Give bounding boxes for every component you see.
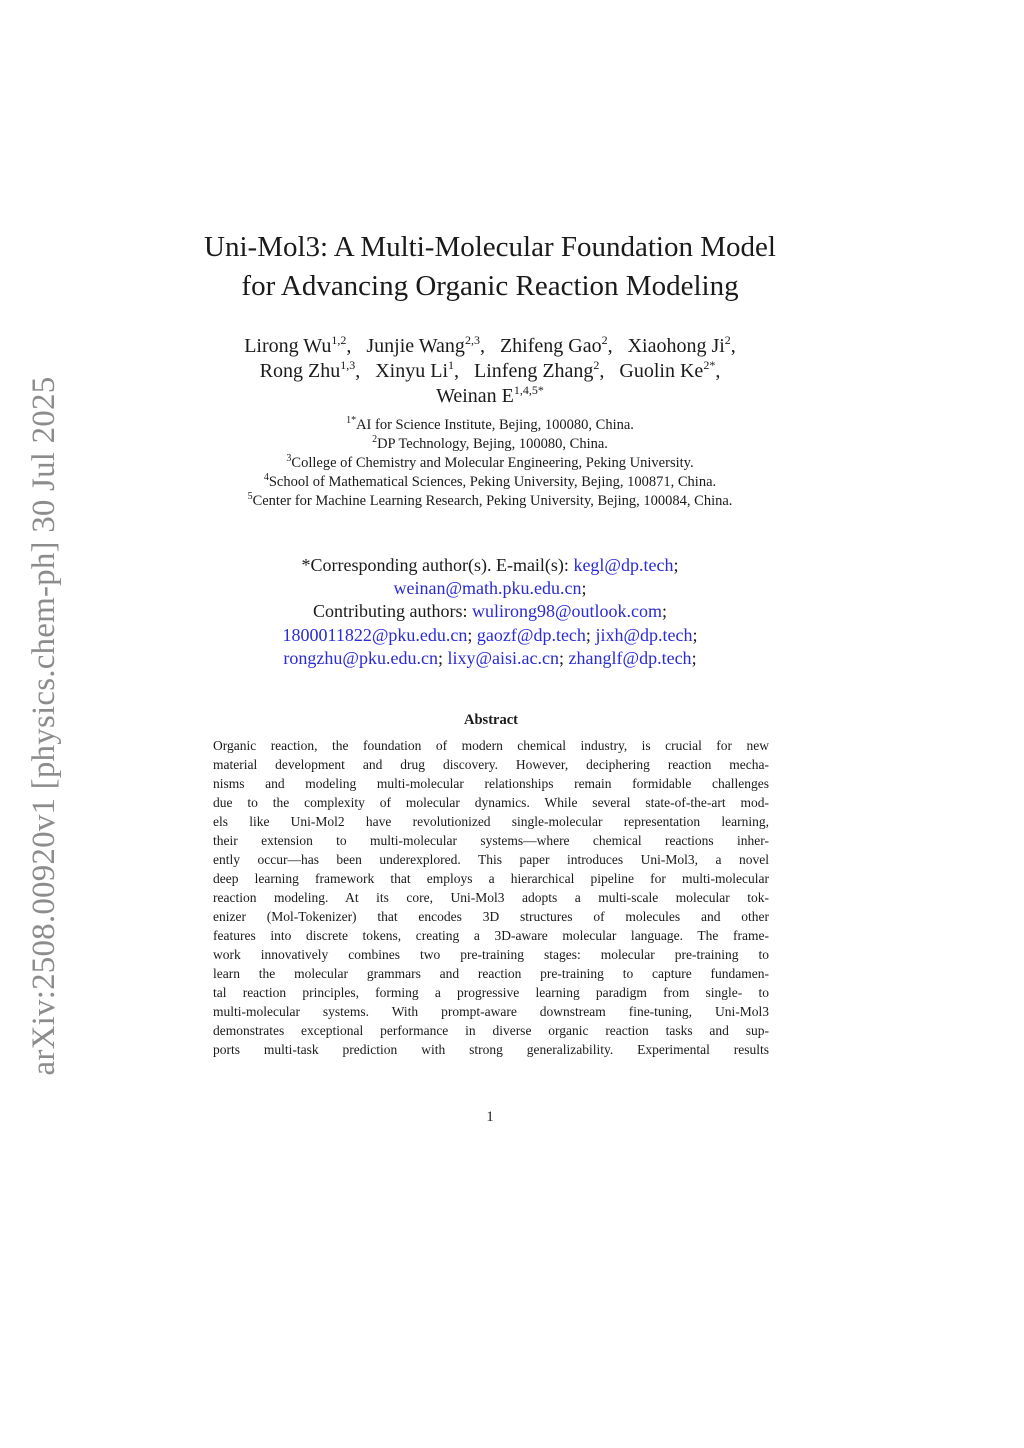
author (619, 360, 720, 382)
author-affiliation-mark: 2,3 (464, 333, 480, 347)
affiliation (150, 492, 830, 511)
author-affiliation-mark: 2 (601, 333, 608, 347)
author-separator: , (479, 335, 485, 357)
author-name: Rong Zhu (259, 360, 341, 382)
affiliation-text: AI for Science Institute, Bejing, 100080, China. (356, 417, 634, 433)
abstract-line: ently occur—has been underexplored. This paper introduces Uni-Mol3, a novel (213, 852, 769, 867)
contact-line (180, 647, 800, 670)
email-link[interactable]: 1800011822@pku.edu.cn (282, 624, 468, 645)
contact-line (180, 554, 800, 577)
author-separator: , (355, 360, 361, 382)
paper-title (160, 228, 820, 306)
author-line (180, 334, 800, 359)
contributing-label: Contributing authors: (312, 601, 468, 622)
email-link[interactable]: wulirong98@outlook.com (471, 601, 663, 622)
author-separator: , (454, 360, 460, 382)
page-number: 1 (486, 1109, 494, 1125)
affiliation-list (150, 416, 830, 511)
contact-line (180, 624, 800, 647)
email-separator: ; (662, 601, 668, 622)
author-list (180, 334, 800, 409)
abstract-line: due to the complexity of molecular dynamics. While several state-of-the-art mod- (213, 795, 769, 810)
contact-block (180, 554, 800, 670)
email-separator: ; (691, 647, 697, 668)
author-name: Lirong Wu (244, 335, 332, 357)
author-line (180, 359, 800, 384)
author-affiliation-mark: 2 (724, 333, 731, 347)
abstract-line: tal reaction principles, forming a progressive learning paradigm from single- to (213, 985, 769, 1000)
author-name: Xiaohong Ji (627, 335, 725, 357)
author-affiliation-mark: 2* (703, 358, 716, 372)
email-link[interactable]: lixy@aisi.ac.cn (447, 647, 560, 668)
abstract-line: work innovatively combines two pre-training stages: molecular pre-training to (213, 947, 769, 962)
author-separator: , (730, 335, 736, 357)
email-separator: ; (585, 624, 591, 645)
author-name: Linfeng Zhang (474, 360, 594, 382)
author-name: Xinyu Li (375, 360, 449, 382)
author (628, 335, 736, 357)
abstract-line: demonstrates exceptional performance in diverse organic reaction tasks and sup- (213, 1023, 769, 1038)
affiliation-text: School of Mathematical Sciences, Peking University, Bejing, 100871, China. (268, 474, 717, 490)
abstract-line: enizer (Mol-Tokenizer) that encodes 3D structures of molecules and other (213, 909, 769, 924)
arxiv-identifier-stamp: arXiv:2508.00920v1 [physics.chem-ph] 30 Jul 2025 (26, 376, 62, 1076)
author-affiliation-mark: 1,4,5* (513, 383, 544, 397)
abstract-line: learn the molecular grammars and reaction pre-training to capture fundamen- (213, 966, 769, 981)
abstract-line: Organic reaction, the foundation of modern chemical industry, is crucial for new (213, 738, 769, 753)
author-name: Guolin Ke (619, 360, 704, 382)
author-separator: , (599, 360, 605, 382)
email-separator: ; (673, 555, 679, 575)
email-separator: ; (437, 647, 443, 668)
email-separator: ; (692, 624, 698, 645)
affiliation (150, 435, 830, 454)
author-affiliation-mark: 2 (593, 358, 600, 372)
author (244, 335, 351, 357)
affiliation (150, 473, 830, 492)
title-line: Uni-Mol3: A Multi-Molecular Foundation Model (204, 231, 776, 263)
author (436, 385, 544, 407)
author (260, 360, 361, 382)
author (500, 335, 613, 357)
author-name: Weinan E (436, 385, 514, 407)
abstract-line: deep learning framework that employs a hierarchical pipeline for multi-molecular (213, 871, 769, 886)
affiliation-text: Center for Machine Learning Research, Peking University, Bejing, 100084, China. (252, 493, 733, 509)
affiliation (150, 416, 830, 435)
email-link[interactable]: weinan@math.pku.edu.cn (393, 578, 582, 599)
abstract-line: els like Uni-Mol2 have revolutionized single-molecular representation learning, (213, 814, 769, 829)
contact-line (180, 600, 800, 623)
affiliation-mark: 4 (263, 472, 269, 483)
author-name: Zhifeng Gao (499, 335, 602, 357)
author-name: Junjie Wang (366, 335, 465, 357)
author (474, 360, 604, 382)
email-link[interactable]: kegl@dp.tech (573, 555, 674, 575)
abstract-line: ports multi-task prediction with strong generalizability. Experimental results (213, 1042, 769, 1057)
author-affiliation-mark: 1,2 (331, 333, 347, 347)
corresponding-label: *Corresponding author(s). E-mail(s): (301, 555, 569, 575)
author (366, 335, 485, 357)
abstract-line: features into discrete tokens, creating a 3D-aware molecular language. The frame- (213, 928, 769, 943)
email-separator: ; (467, 624, 473, 645)
contact-line (180, 577, 800, 600)
affiliation-mark: 5 (247, 491, 253, 502)
abstract-heading: Abstract (464, 712, 518, 728)
title-line: for Advancing Organic Reaction Modeling (241, 270, 739, 302)
author (375, 360, 459, 382)
abstract-line: material development and drug discovery. However, deciphering reaction mecha- (213, 757, 769, 772)
author-separator: , (607, 335, 613, 357)
abstract-line: their extension to multi-molecular systems—where chemical reactions inher- (213, 833, 769, 848)
abstract-line: reaction modeling. At its core, Uni-Mol3 adopts a multi-scale molecular tok- (213, 890, 769, 905)
affiliation-mark: 1* (346, 415, 357, 426)
author-separator: , (346, 335, 352, 357)
affiliation-text: DP Technology, Bejing, 100080, China. (377, 436, 608, 452)
abstract-line: nisms and modeling multi-molecular relationships remain formidable challenges (213, 776, 769, 791)
affiliation-text: College of Chemistry and Molecular Engineering, Peking University. (291, 455, 694, 471)
affiliation (150, 454, 830, 473)
abstract-body (213, 736, 769, 1059)
email-link[interactable]: zhanglf@dp.tech (568, 647, 692, 668)
author-affiliation-mark: 1,3 (340, 358, 356, 372)
email-separator: ; (581, 578, 587, 599)
author-separator: , (715, 360, 721, 382)
email-link[interactable]: jixh@dp.tech (595, 624, 693, 645)
author-line (180, 384, 800, 409)
email-link[interactable]: rongzhu@pku.edu.cn (283, 647, 438, 668)
affiliation-mark: 3 (286, 453, 292, 464)
email-separator: ; (559, 647, 565, 668)
email-link[interactable]: gaozf@dp.tech (476, 624, 586, 645)
abstract-line: multi-molecular systems. With prompt-aware downstream fine-tuning, Uni-Mol3 (213, 1004, 769, 1019)
author-affiliation-mark: 1 (448, 358, 455, 372)
affiliation-mark: 2 (372, 434, 378, 445)
